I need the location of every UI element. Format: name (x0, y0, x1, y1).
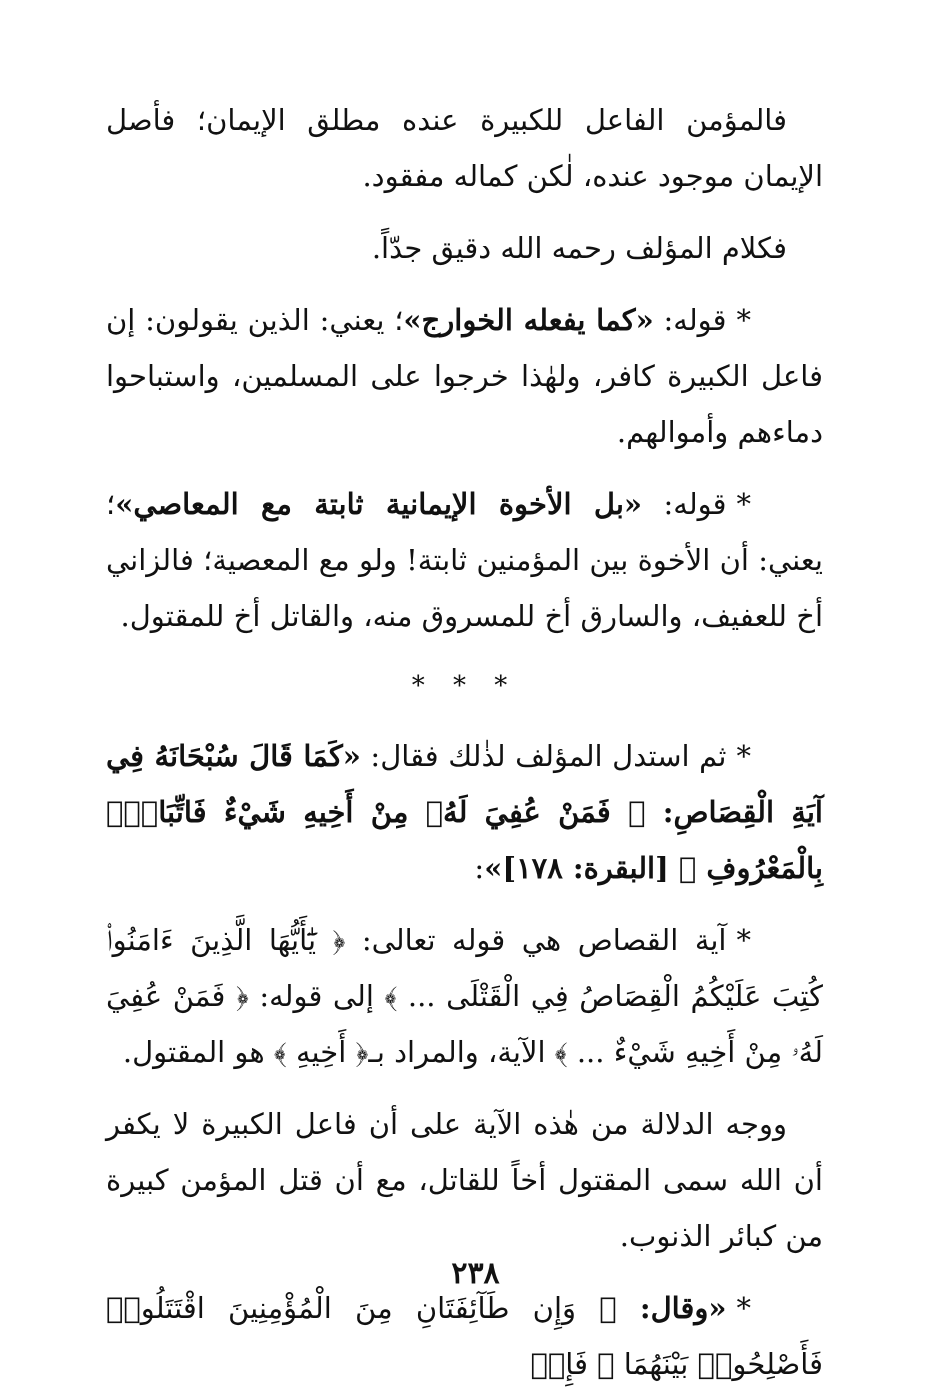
paragraph-4-quote: «بل الأخوة الإيمانية ثابتة مع المعاصي» (115, 487, 643, 521)
paragraph-6-text: آية القصاص هي قوله تعالى: ﴿ يَٰٓأَيُّهَا الَّذِينَ ءَامَنُوا۟ كُتِبَ عَلَيْكُمُ الْقِصَاصُ فِي الْقَتْلَى ... ﴾ إلى قوله: ﴿ فَمَنْ عُفِيَ لَهُۥ مِنْ أَخِيهِ شَيْءٌ ... ﴾ الآية، والمراد بـ﴿ أَخِيهِ ﴾ هو المقتول. (106, 923, 823, 1069)
paragraph-4-text: ؛ يعني: أن الأخوة بين المؤمنين ثابتة! ولو مع المعصية؛ فالزاني أخ للعفيف، والسارق أخ للمسروق منه، والقاتل أخ للمقتول. (106, 487, 823, 633)
asterisk-icon: * (736, 739, 751, 773)
asterisk-icon: * (736, 487, 752, 521)
page-number: ٢٣٨ (451, 1256, 500, 1291)
paragraph-8-quote: «وقال: (639, 1291, 727, 1325)
paragraph-4 (106, 476, 823, 644)
paragraph-3-intro: قوله: (653, 303, 727, 337)
section-separator: * * * (411, 671, 518, 701)
asterisk-icon: * (736, 303, 752, 337)
paragraph-2: فكلام المؤلف رحمه الله دقيق جدّاً. (371, 231, 787, 265)
paragraph-7: ووجه الدلالة من هٰذه الآية على أن فاعل الكبيرة لا يكفر أن الله سمى المقتول أخاً للقاتل، مع أن قتل المؤمن كبيرة من كبائر الذنوب. (106, 1107, 823, 1253)
paragraph-8-text: ﴿ وَإِن طَآئِفَتَانِ مِنَ الْمُؤْمِنِينَ اقْتَتَلُوا۟ فَأَصْلِحُوا۟ بَيْنَهُمَا ۖ فَإِنۢ (106, 1291, 823, 1381)
paragraph-5-text: : (474, 851, 485, 885)
paragraph-5 (106, 728, 823, 896)
paragraph-8 (106, 1280, 823, 1392)
paragraph-3-quote: «كما يفعله الخوارج» (403, 303, 654, 337)
asterisk-icon: * (736, 1291, 751, 1325)
paragraph-4-intro: قوله: (642, 487, 727, 521)
paragraph-5-intro: ثم استدل المؤلف لذٰلك فقال: (360, 739, 727, 773)
paragraph-3-text: ؛ يعني: الذين يقولون: إن فاعل الكبيرة كافر، ولهٰذا خرجوا على المسلمين، واستباحوا دماءهم وأموالهم. (106, 303, 823, 449)
paragraph-5-quote: «كَمَا قَالَ سُبْحَانَهُ فِي آيَةِ الْقِصَاصِ: ﴿ فَمَنْ عُفِيَ لَهُۥ مِنْ أَخِيهِ شَيْءٌ فَاتِّبَاعٌۢ بِالْمَعْرُوفِ ﴾ [البقرة: ١٧٨]» (106, 739, 823, 885)
paragraph-1: فالمؤمن الفاعل للكبيرة عنده مطلق الإيمان؛ فأصل الإيمان موجود عنده، لٰكن كماله مفقود. (106, 103, 823, 193)
asterisk-icon: * (736, 923, 751, 957)
paragraph-6 (106, 912, 823, 1080)
paragraph-3 (106, 292, 823, 460)
